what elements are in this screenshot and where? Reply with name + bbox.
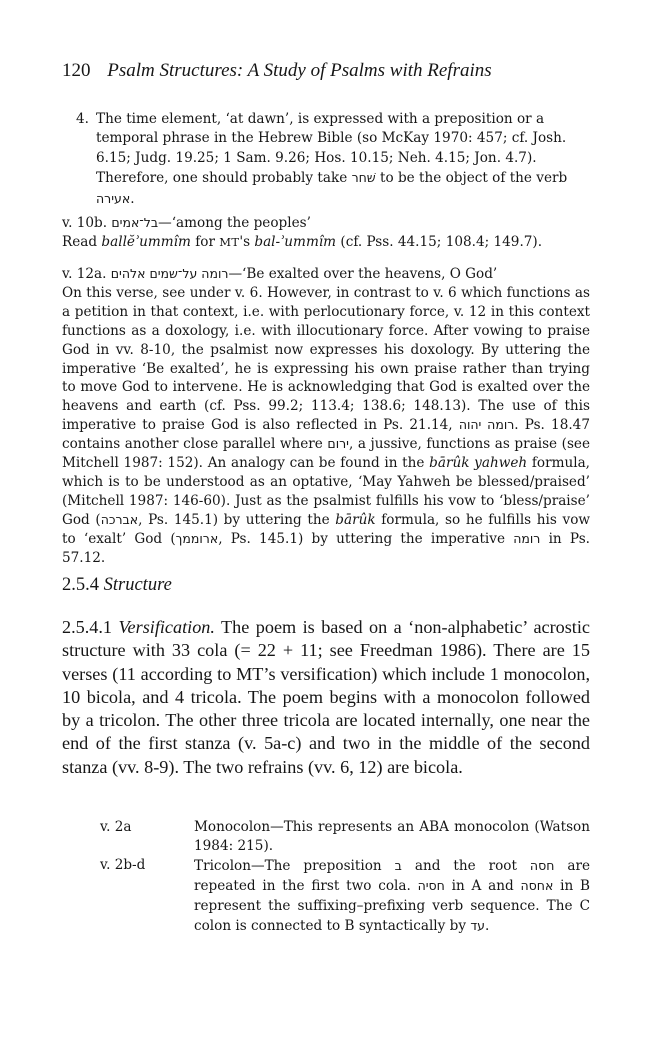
structure-row-v2a xyxy=(100,818,590,857)
entry-heading xyxy=(62,265,590,284)
row-text-part: are repeated in the first two cola. xyxy=(194,858,590,895)
hebrew-word: רומה xyxy=(513,530,541,546)
hebrew-word: אברכה xyxy=(100,511,139,527)
row-text-part: in A and xyxy=(444,878,521,895)
read-label: Read xyxy=(62,233,102,250)
section-label: Structure xyxy=(103,575,172,595)
read-mid2: 's xyxy=(239,233,255,250)
row-text: Monocolon—This represents an ABA monocolon (Watson 1984: 215). xyxy=(194,819,590,855)
row-text-part: Tricolon—The preposition xyxy=(194,858,395,874)
body-text: formula, which is to be understood as an optative, ‘May Yahweh be blessed/praised’ (Mitchell 1987: 146-60). Just as the psalmist fulfills his vow to ‘bless/praise’ God ( xyxy=(62,455,590,528)
row-text-part: and the root xyxy=(401,858,530,874)
footnote-text-b: to be the object of the verb xyxy=(375,170,568,187)
versification-paragraph xyxy=(62,616,590,779)
subsection-title: Versification. xyxy=(118,617,215,637)
body-text: in Ps. 57.12. xyxy=(62,530,590,566)
verse-ref: v. 10b. xyxy=(62,215,108,231)
hebrew-word: אעירה xyxy=(96,190,131,206)
hebrew-word: רומה יהוה xyxy=(458,417,515,433)
hebrew-word: ב xyxy=(394,858,402,873)
hebrew-word: ארוממך xyxy=(175,530,219,546)
gloss: —‘Be exalted over the heavens, O God’ xyxy=(228,266,498,282)
footnote-number: 4. xyxy=(76,111,89,127)
mt-abbrev: MT xyxy=(219,234,240,249)
entry-v12a xyxy=(62,265,590,568)
row-label: v. 2a xyxy=(100,819,132,835)
entry-v10b xyxy=(62,214,590,252)
verse-ref: v. 12a. xyxy=(62,266,107,282)
read-mid: for xyxy=(190,233,220,250)
footnote-text xyxy=(96,110,590,209)
entry-body xyxy=(62,284,590,568)
entry-heading xyxy=(62,214,590,233)
running-head xyxy=(62,60,492,82)
read-form: ballĕʾummîm xyxy=(101,233,191,250)
body-text: . Ps. 18.47 contains another close parallel where xyxy=(62,417,590,453)
section-heading xyxy=(62,575,172,596)
row-text-part: . xyxy=(485,918,490,935)
body-text: formula, so he fulfills his vow to ‘exalt’ God ( xyxy=(62,511,591,547)
row-text-part: in B represent the suffixing–prefixing verb sequence. The C colon is connected to B syntactically by xyxy=(194,878,590,935)
read-form2: bal-ʾummîm xyxy=(254,233,337,250)
body-text: On this verse, see under v. 6. However, in contrast to v. 6 which functions as a petition in that context, i.e. with perlocutionary force, v. 12 in this context functions as a doxology, i.e. with illocutionary force. After vowing to praise God in vv. 8-10, the psalmist now expresses his doxology. By uttering the imperative ‘Be exalted’, he is expressing his own praise rather than trying to move God to intervene. He is acknowledging that God is exalted over the heavens and earth (cf. Pss. 99.2; 113.4; 138.6; 148.13). The use of this imperative to praise God is also reflected in Ps. 21.14, xyxy=(62,284,590,434)
footnote-text-c: . xyxy=(130,190,135,207)
hebrew-word: שׁחר xyxy=(351,170,376,186)
hebrew-word: חסיה xyxy=(417,878,445,894)
hebrew-word: חסה xyxy=(529,858,555,873)
gloss: —‘among the peoples’ xyxy=(158,215,311,231)
running-title: Psalm Structures: A Study of Psalms with Refrains xyxy=(107,60,492,81)
hebrew-phrase: בל־אמים xyxy=(111,215,159,230)
body-text: , a jussive, functions as praise (see Mitchell 1987: 152). An analogy can be found in the xyxy=(62,436,591,472)
body-text: , Ps. 145.1) by uttering the xyxy=(138,511,336,528)
subsection-number: 2.5.4.1 xyxy=(62,617,113,637)
structure-row-v2b-d xyxy=(100,856,590,937)
hebrew-word: ירום xyxy=(327,436,349,452)
footnote-text-a: The time element, ‘at dawn’, is expressed with a preposition or a temporal phrase in the Hebrew Bible (so McKay 1970: 457; cf. Josh. 6.15; Judg. 19.25; 1 Sam. 9.26; Hos. 10.15; Neh. 4.15; Jon. 4.7). Therefore, one should probably take xyxy=(96,111,567,187)
paragraph-text: The poem is based on a ‘non-alphabetic’ acrostic structure with 33 cola (= 22 + 11; see Freedman 1986). There are 15 verses (11 according to MT’s versification) which include 1 monocolon, 10 bicola, and 4 tricola. The poem begins with a monocolon followed by a tricolon. The other three tricola are located internally, one near the end of the first stanza (v. 5a-c) and two in the middle of the second stanza (vv. 8-9). The two refrains (vv. 6, 12) are bicola. xyxy=(62,617,590,777)
page-number: 120 xyxy=(62,60,91,81)
hebrew-word: אחסה xyxy=(520,878,554,894)
hebrew-phrase: רומה על־שמים אלהים xyxy=(110,266,229,281)
italic-term: bārûk yahweh xyxy=(429,455,528,472)
entry-body xyxy=(62,233,590,252)
hebrew-word: עד xyxy=(470,918,485,934)
footnote-4 xyxy=(76,110,590,209)
italic-term: bārûk xyxy=(335,511,376,528)
section-number: 2.5.4 xyxy=(62,575,99,595)
read-end: (cf. Pss. 44.15; 108.4; 149.7). xyxy=(336,233,543,250)
row-text xyxy=(194,856,590,937)
body-text: , Ps. 145.1) by uttering the imperative xyxy=(218,530,514,547)
row-label: v. 2b-d xyxy=(100,857,146,873)
